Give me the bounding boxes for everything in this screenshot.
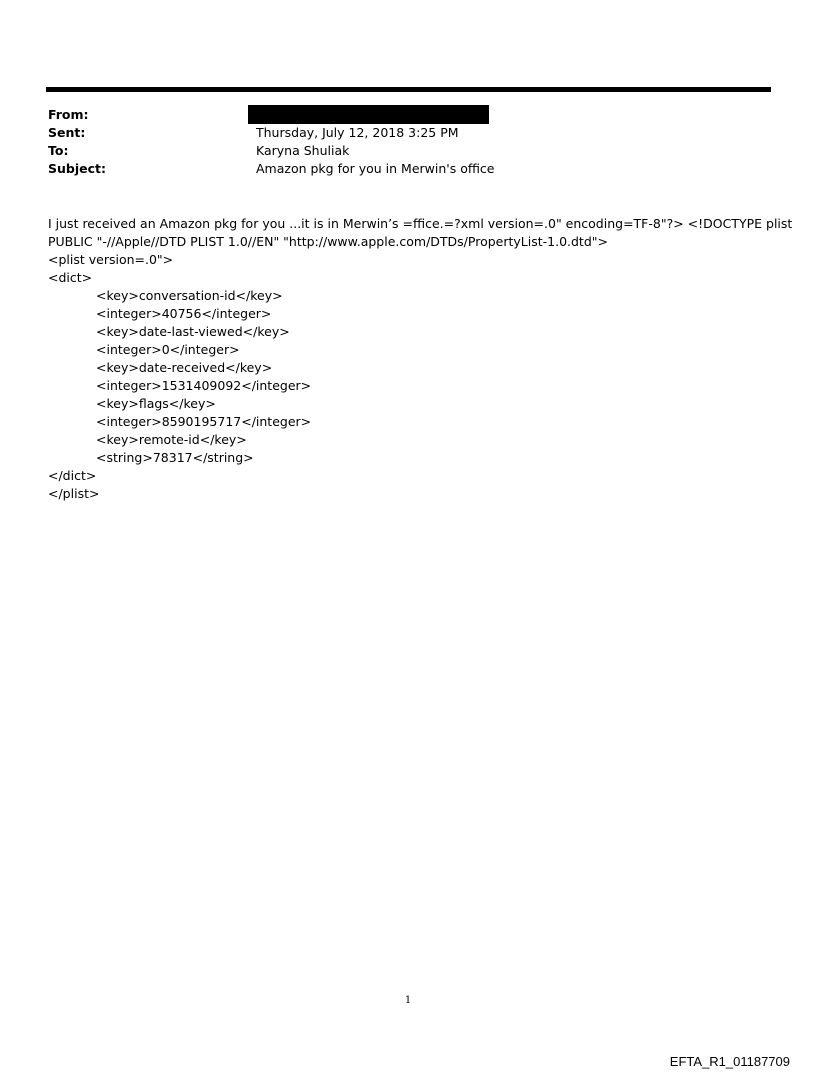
to-label: To: bbox=[48, 143, 69, 158]
sent-row bbox=[48, 124, 748, 142]
body-line: <integer>1531409092</integer> bbox=[96, 378, 312, 393]
body-line: <key>conversation-id</key> bbox=[96, 288, 283, 303]
from-label: From: bbox=[48, 107, 89, 122]
header-divider bbox=[46, 87, 771, 92]
email-body bbox=[48, 215, 793, 503]
body-line: <key>remote-id</key> bbox=[96, 432, 247, 447]
body-line: </plist> bbox=[48, 486, 100, 501]
body-line: <integer>40756</integer> bbox=[96, 306, 272, 321]
email-header bbox=[48, 106, 748, 178]
subject-row bbox=[48, 160, 748, 178]
body-line: <integer>8590195717</integer> bbox=[96, 414, 312, 429]
to-row bbox=[48, 142, 748, 160]
to-value: Karyna Shuliak bbox=[256, 143, 350, 158]
body-line: <dict> bbox=[48, 270, 93, 285]
page-number: 1 bbox=[404, 995, 412, 1006]
subject-label: Subject: bbox=[48, 161, 106, 176]
body-line: <string>78317</string> bbox=[96, 450, 254, 465]
sent-label: Sent: bbox=[48, 125, 86, 140]
from-row bbox=[48, 106, 748, 124]
body-line: </dict> bbox=[48, 468, 97, 483]
body-line: I just received an Amazon pkg for you ...it is in Merwin’s =ffice.=?xml version=.0" encoding=TF-8"?> <!DOCTYPE plist bbox=[48, 216, 793, 231]
body-line: <key>date-received</key> bbox=[96, 360, 273, 375]
sent-value: Thursday, July 12, 2018 3:25 PM bbox=[256, 125, 459, 140]
subject-value: Amazon pkg for you in Merwin's office bbox=[256, 161, 495, 176]
body-line: <key>date-last-viewed</key> bbox=[96, 324, 290, 339]
body-line: <plist version=.0"> bbox=[48, 252, 174, 267]
body-line: <integer>0</integer> bbox=[96, 342, 240, 357]
document-id: EFTA_R1_01187709 bbox=[669, 1054, 790, 1069]
body-line: PUBLIC "-//Apple//DTD PLIST 1.0//EN" "http://www.apple.com/DTDs/PropertyList-1.0.dtd"> bbox=[48, 234, 608, 249]
body-line: <key>flags</key> bbox=[96, 396, 216, 411]
